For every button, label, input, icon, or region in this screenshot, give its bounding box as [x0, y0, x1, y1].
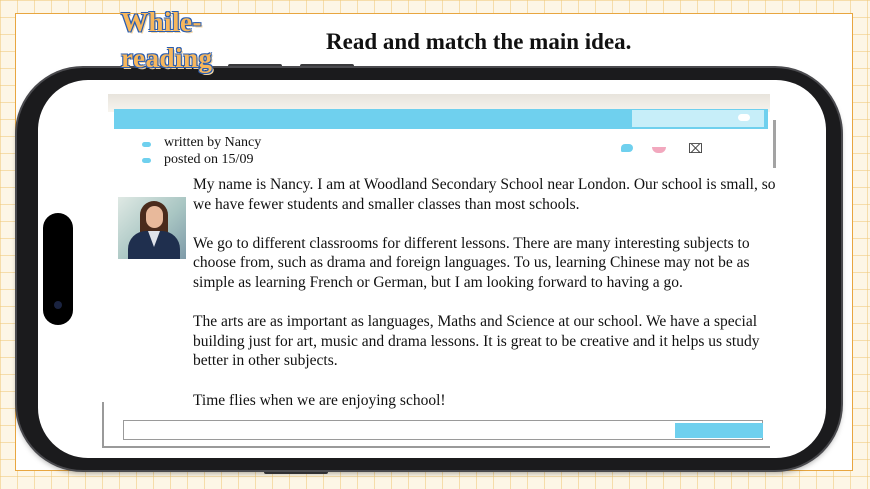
link-icon[interactable]: ⌧	[688, 142, 703, 157]
phone-screen	[38, 80, 826, 458]
avatar-face	[146, 206, 163, 228]
speech-bubble-icon[interactable]	[621, 144, 633, 152]
header-menu-icon[interactable]	[738, 114, 750, 121]
task-heading: Read and match the main idea.	[326, 29, 632, 54]
post-paragraph: Time flies when we are enjoying school!	[193, 391, 446, 409]
comment-input[interactable]	[123, 420, 763, 440]
section-title: While-reading	[121, 7, 213, 73]
header-search-area[interactable]	[632, 110, 764, 127]
comment-submit-button[interactable]	[675, 423, 763, 438]
avatar	[118, 197, 186, 259]
heart-icon[interactable]	[652, 147, 666, 153]
post-body	[193, 175, 778, 430]
bullet-icon	[142, 142, 151, 147]
post-paragraph: The arts are as important as languages, Maths and Science at our school. We have a special building just for art, music and drama lessons. It is great to be creative and it helps us study better in other subjects.	[193, 313, 760, 370]
post-paragraph: We go to different classrooms for different lessons. There are many interesting subjects to choose from, such as drama and foreign languages. To us, learning Chinese may not be as simple as learning French or German, but I am looking forward to having a go.	[193, 234, 750, 291]
blog-header-bar	[114, 109, 768, 129]
scrollbar[interactable]	[773, 120, 776, 168]
camera-notch	[43, 213, 73, 325]
bullet-icon	[142, 158, 151, 163]
post-date: posted on 15/09	[164, 152, 254, 167]
post-author: written by Nancy	[164, 135, 262, 150]
camera-lens-icon	[54, 301, 62, 309]
post-paragraph: My name is Nancy. I am at Woodland Secondary School near London. Our school is small, so we have fewer students and smaller classes than most schools.	[193, 176, 776, 213]
